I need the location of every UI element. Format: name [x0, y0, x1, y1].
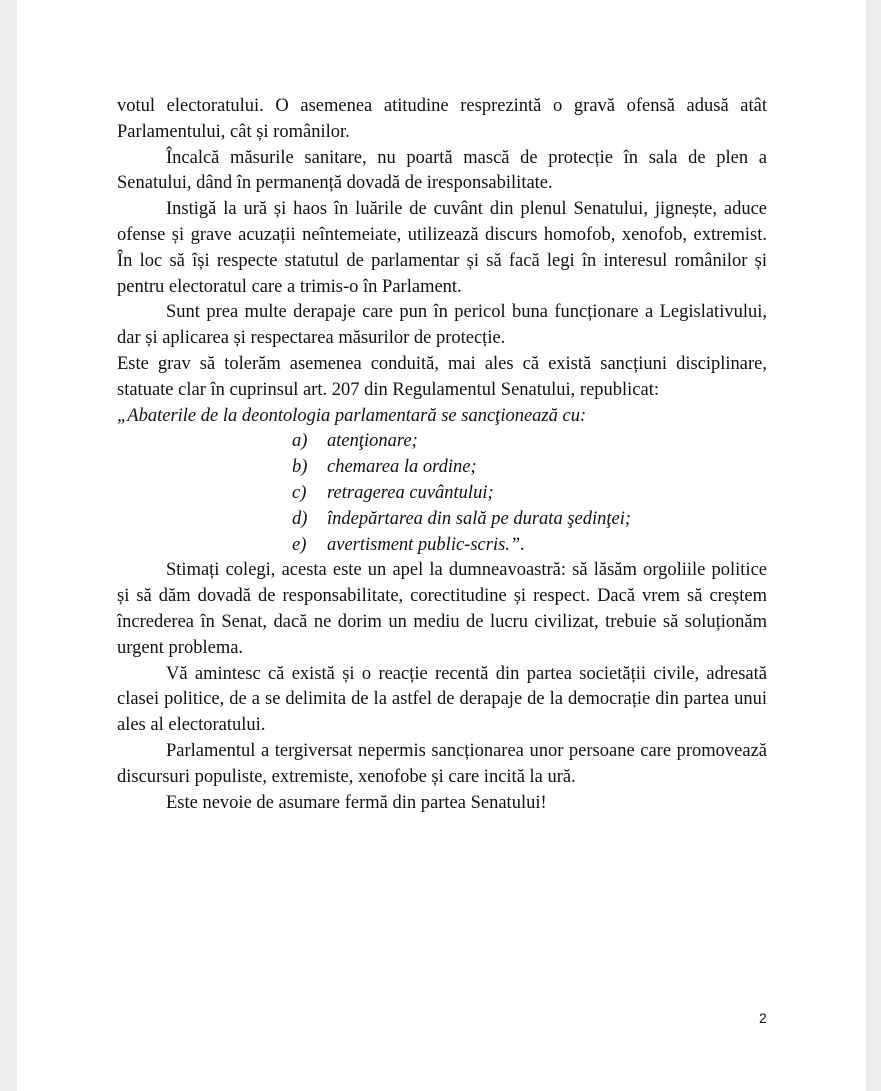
list-item-text: chemarea la ordine;	[327, 457, 477, 478]
paragraph: votul electoratului. O asemenea atitudine resprezintă o gravă ofensă adusă atât Parlamentului, cât și românilor.	[117, 96, 767, 142]
paragraph: Parlamentul a tergiversat nepermis sancționarea unor persoane care promovează discursuri populiste, extremiste, xenofobe și care incită la ură.	[117, 740, 767, 787]
paragraph: Vă amintesc că există și o reacție recentă din partea societății civile, adresată clasei politice, de a se delimita de la astfel de derapaje de la democrație din partea unui ales al electoratului.	[117, 663, 767, 736]
list-marker: b)	[292, 457, 308, 478]
list-item	[292, 429, 767, 455]
paragraph: Este nevoie de asumare fermă din partea Senatului!	[166, 792, 547, 813]
document-page	[17, 0, 866, 1091]
list-item	[292, 455, 767, 481]
paragraph: Instigă la ură și haos în luările de cuvânt din plenul Senatului, jignește, aduce ofense și grave acuzații neîntemeiate, utilizează discurs homofob, xenofob, extremist. În loc să își respecte statutul de parlamentar și să facă legi în interesul românilor și pentru electoratul care a trimis-o în Parlament.	[117, 199, 767, 297]
list-item-text: retragerea cuvântului;	[327, 482, 494, 503]
paragraph: Încalcă măsurile sanitare, nu poartă mască de protecție în sala de plen a Senatului, dând în permanență dovadă de iresponsabilitate.	[117, 147, 767, 194]
paragraph: Stimați colegi, acesta este un apel la dumneavoastră: să lăsăm orgoliile politice și să dăm dovadă de responsabilitate, corectitudine și respect. Dacă vrem să creștem încrederea în Senat, dacă ne dorim un mediu de lucru civilizat, trebuie să soluționăm urgent problema.	[117, 560, 767, 658]
list-item-text: atenţionare;	[327, 431, 418, 452]
paragraph: Este grav să tolerăm asemenea conduită, mai ales că există sancțiuni disciplinare, statuate clar în cuprinsul art. 207 din Regulamentul Senatului, republicat:	[117, 353, 767, 400]
list-item-text: îndepărtarea din sală pe durata şedinţei;	[327, 508, 632, 529]
list-item	[292, 481, 767, 507]
list-item	[292, 507, 767, 533]
list-marker: e)	[292, 534, 307, 555]
document-body	[117, 94, 767, 816]
list-item-text: avertisment public-scris.”.	[327, 534, 525, 555]
list-marker: a)	[292, 431, 308, 452]
quote-intro: „Abaterile de la deontologia parlamentară se sancţionează cu:	[117, 405, 587, 426]
page-number: 2	[759, 1010, 767, 1026]
list-marker: d)	[292, 508, 308, 529]
sanctions-list	[117, 429, 767, 558]
list-item	[292, 533, 767, 559]
list-marker: c)	[292, 482, 307, 503]
paragraph: Sunt prea multe derapaje care pun în pericol buna funcționare a Legislativului, dar și aplicarea și respectarea măsurilor de protecție.	[117, 302, 767, 349]
